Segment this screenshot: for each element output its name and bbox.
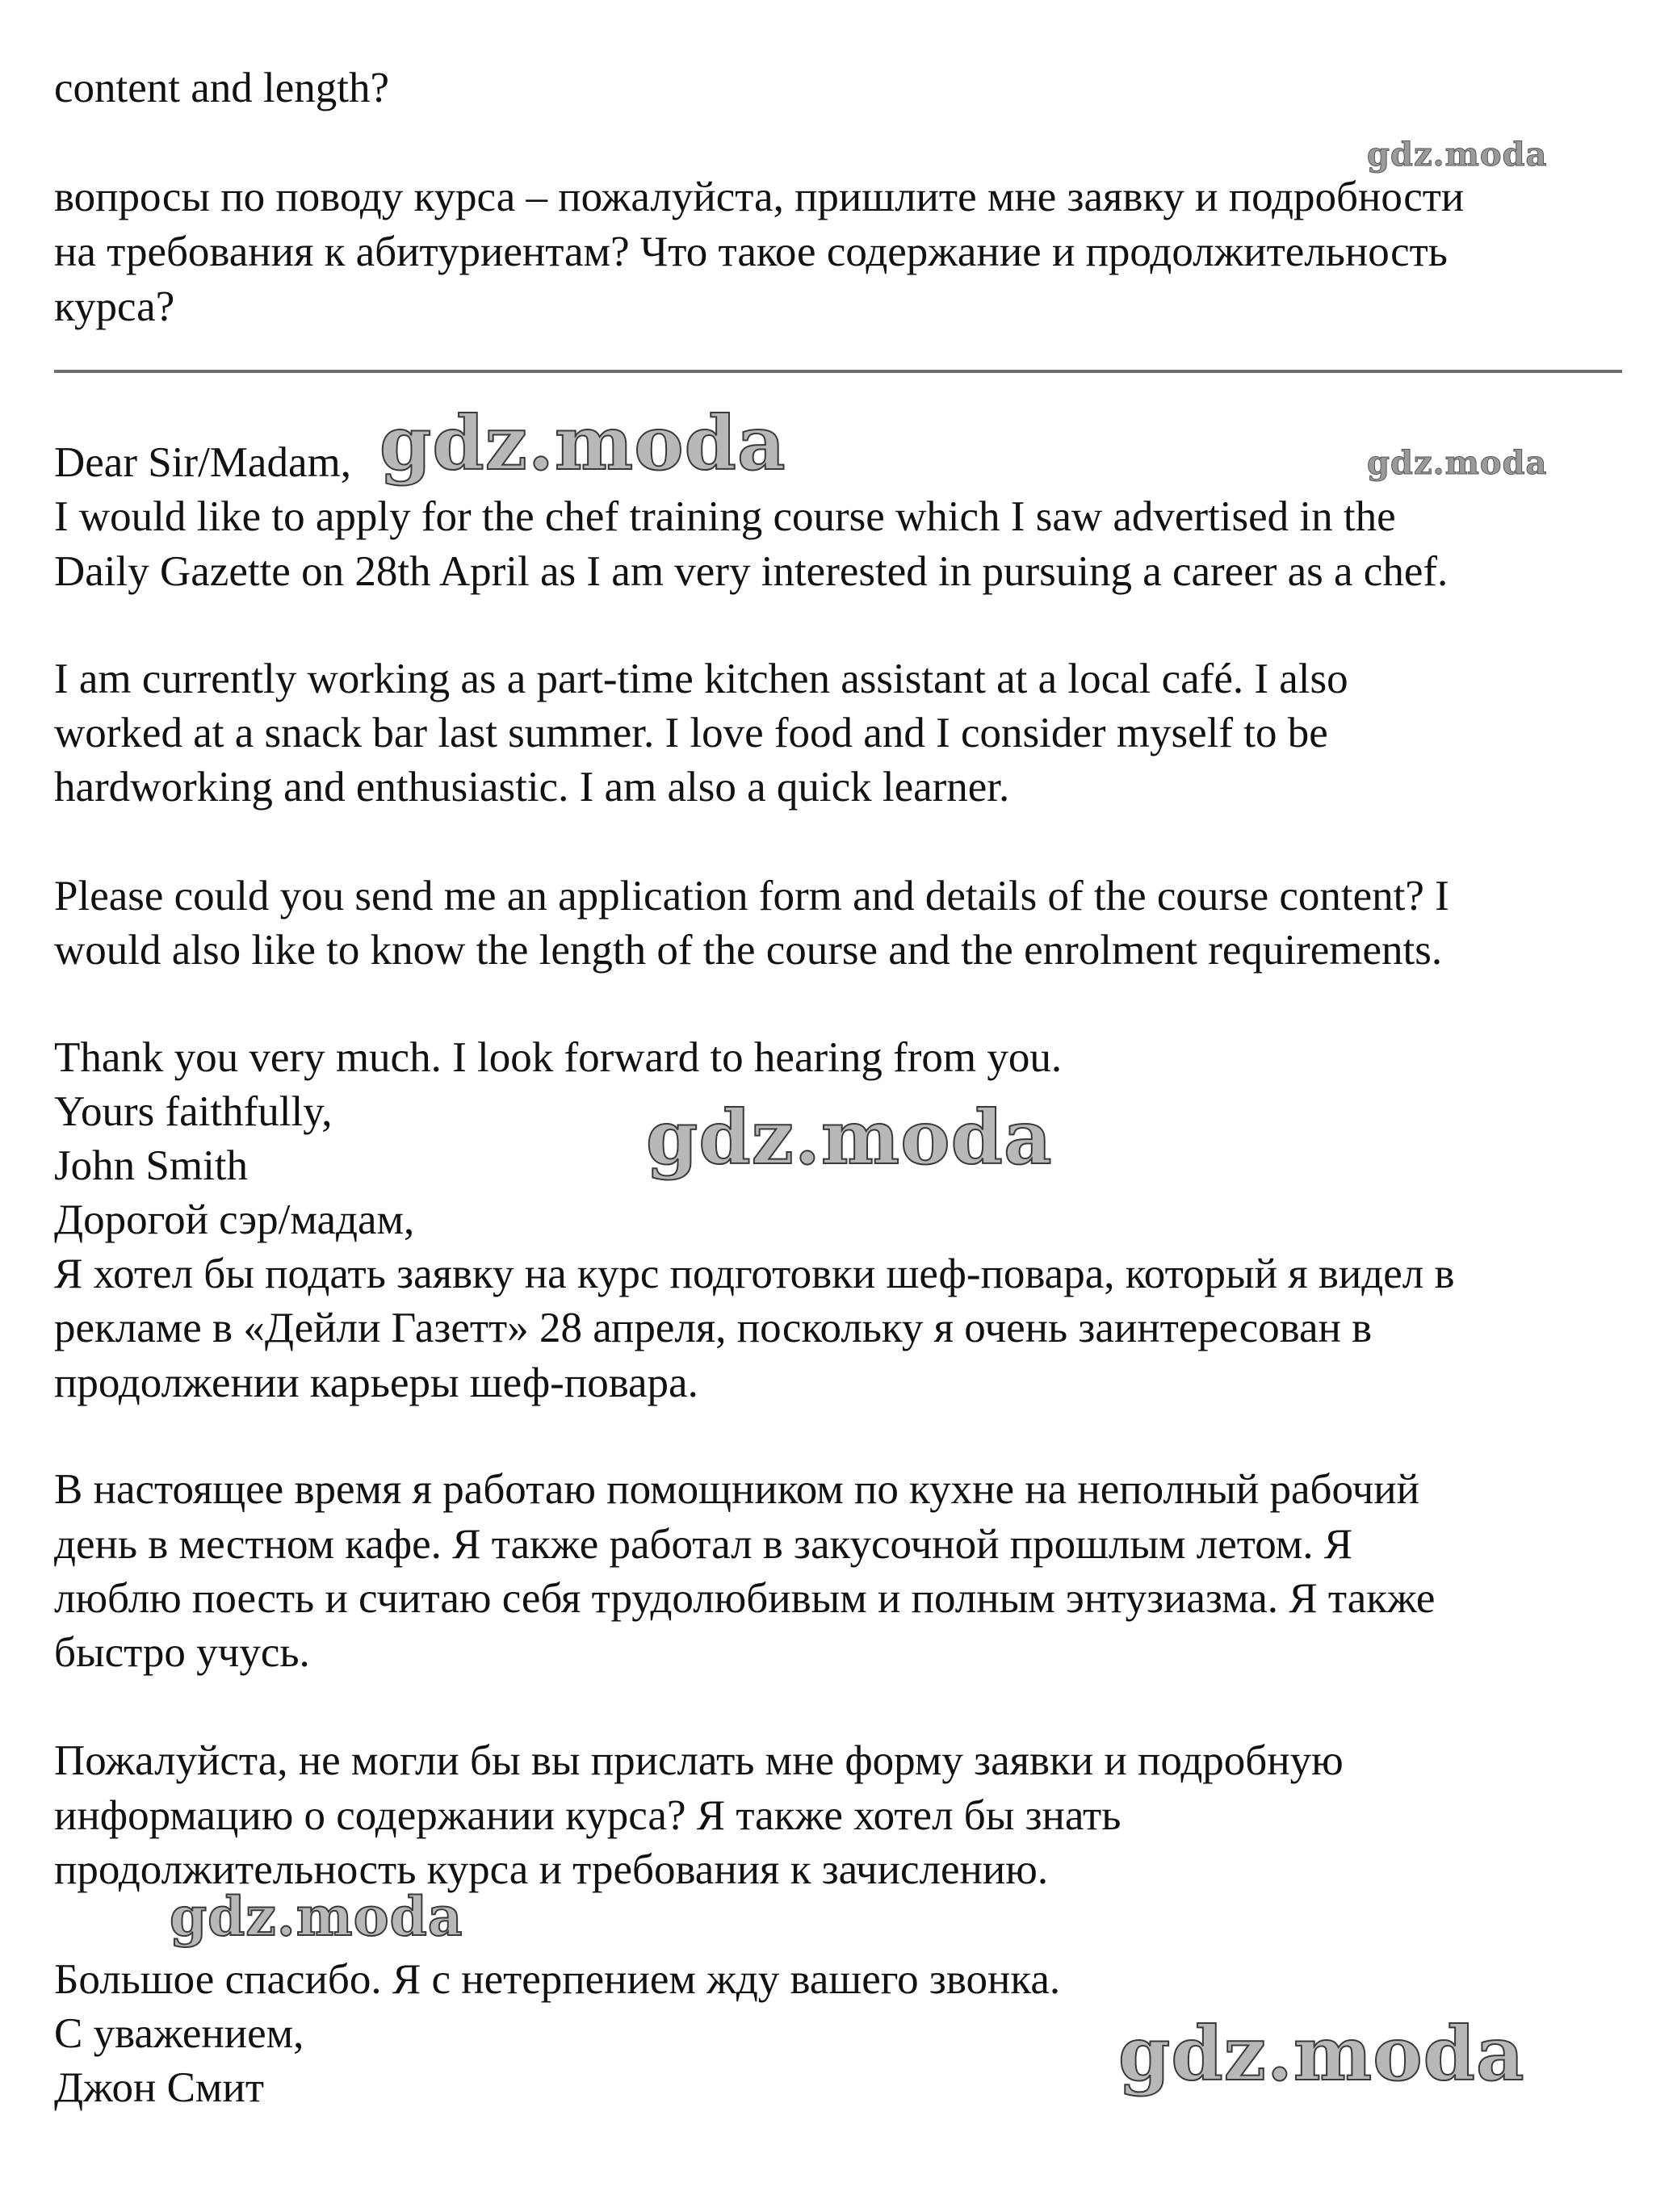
letter-en-p1-line1: I would like to apply for the chef training course which I saw advertised in the <box>54 493 1396 540</box>
letter-ru-closing: Большое спасибо. Я с нетерпением жду вашего звонка. <box>54 1956 1061 2003</box>
letter-en-p2-line1: I am currently working as a part-time kitchen assistant at a local café. I also <box>54 656 1348 702</box>
letter-ru-p2-line3: люблю поесть и считаю себя трудолюбивым и полным энтузиазма. Я также <box>54 1575 1436 1622</box>
letter-ru-p2-line2: день в местном кафе. Я также работал в закусочной прошлым летом. Я <box>54 1521 1353 1568</box>
letter-en-p1-line2: Daily Gazette on 28th April as I am very interested in pursuing a career as a chef. <box>54 548 1449 595</box>
letter-ru-p2-line1: В настоящее время я работаю помощником по кухне на неполный рабочий <box>54 1466 1420 1513</box>
letter-ru-p3-line2: информацию о содержании курса? Я также хотел бы знать <box>54 1792 1121 1839</box>
top-line-ru-2: на требования к абитуриентам? Что такое содержание и продолжительность <box>54 228 1448 275</box>
letter-ru-p2-line4: быстро учусь. <box>54 1629 310 1676</box>
watermark-logo: gdz.moda <box>379 400 786 487</box>
letter-en-signoff: Yours faithfully, <box>54 1088 333 1135</box>
top-line-ru-3: курса? <box>54 283 175 330</box>
letter-ru-p3-line1: Пожалуйста, не могли бы вы прислать мне форму заявки и подробную <box>54 1737 1344 1784</box>
letter-ru-p1-line3: продолжении карьеры шеф-повара. <box>54 1359 698 1406</box>
top-line-ru-1: вопросы по поводу курса – пожалуйста, пришлите мне заявку и подробности <box>54 174 1465 220</box>
watermark-logo: gdz.moda <box>170 1885 463 1948</box>
watermark-logo: gdz.moda <box>646 1094 1053 1181</box>
letter-ru-p1-line1: Я хотел бы подать заявку на курс подготовки шеф-повара, который я видел в <box>54 1251 1455 1297</box>
watermark-logo: gdz.moda <box>1367 136 1548 174</box>
letter-ru-p3-line3: продолжительность курса и требования к зачислению. <box>54 1846 1049 1893</box>
watermark-logo: gdz.moda <box>1367 444 1548 482</box>
letter-en-p2-line3: hardworking and enthusiastic. I am also a quick learner. <box>54 764 1010 811</box>
letter-en-p3-line1: Please could you send me an application form and details of the course content? I <box>54 873 1449 920</box>
top-line-en: content and length? <box>54 65 390 111</box>
letter-en-p2-line2: worked at a snack bar last summer. I love food and I consider myself to be <box>54 710 1328 756</box>
letter-en-closing: Thank you very much. I look forward to hearing from you. <box>54 1034 1063 1081</box>
section-divider <box>54 370 1622 373</box>
watermark-logo: gdz.moda <box>1118 2010 1525 2097</box>
letter-ru-name: Джон Смит <box>54 2064 264 2111</box>
letter-ru-signoff: С уважением, <box>54 2010 304 2057</box>
letter-ru-p1-line2: рекламе в «Дейли Газетт» 28 апреля, поскольку я очень заинтересован в <box>54 1305 1373 1351</box>
letter-en-name: John Smith <box>54 1142 249 1189</box>
letter-ru-greeting: Дорогой сэр/мадам, <box>54 1196 415 1243</box>
letter-en-p3-line2: would also like to know the length of the course and the enrolment requirements. <box>54 927 1443 974</box>
letter-en-greeting: Dear Sir/Madam, <box>54 439 351 486</box>
